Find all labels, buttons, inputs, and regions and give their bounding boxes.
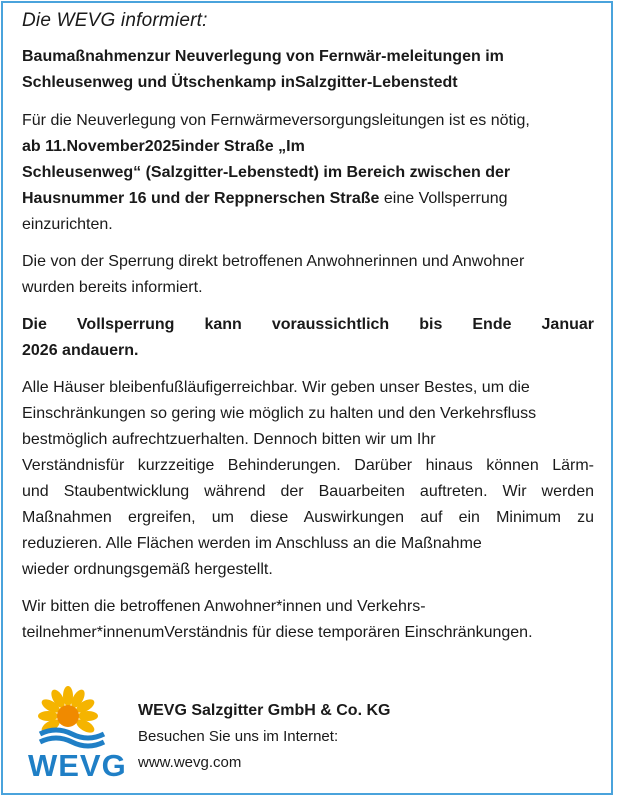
text-line: einzurichten. (22, 216, 113, 233)
text-line: Wir bitten die betroffenen Anwohner*innen und Verkehrs- (22, 598, 426, 615)
headline-line: Schleusenweg und Ütschenkamp inSalzgitter-Lebenstedt (22, 74, 458, 91)
text-line: und Staubentwicklung während der Bauarbeiten auftreten. Wir werden (22, 483, 594, 500)
bold-text: ab 11.November2025inder Straße „Im (22, 138, 305, 155)
company-name: WEVG Salzgitter GmbH & Co. KG (138, 702, 391, 719)
text-line: teilnehmer*innenumVerständnis für diese temporären Einschränkungen. (22, 624, 533, 641)
text-line: reduzieren. Alle Flächen werden im Anschluss an die Maßnahme (22, 535, 482, 552)
logo-wordmark: WEVG (28, 748, 127, 783)
paragraph-details (22, 375, 594, 583)
text-line: Verständnisfür kurzzeitige Behinderungen. Darüber hinaus können Lärm- (22, 457, 594, 474)
bold-text: Schleusenweg“ (Salzgitter-Lebenstedt) im Bereich zwischen der (22, 164, 511, 181)
notice-kicker: Die WEVG informiert: (22, 10, 208, 31)
paragraph-closure-info (22, 108, 594, 238)
text-line: Maßnahmen ergreifen, um diese Auswirkungen auf ein Minimum zu (22, 509, 594, 526)
headline-line: Baumaßnahmenzur Neuverlegung von Fernwär-meleitungen im (22, 48, 504, 65)
visit-text: Besuchen Sie uns im Internet: (138, 728, 339, 745)
text-line: wurden bereits informiert. (22, 279, 203, 296)
notice-headline (22, 44, 594, 96)
text-line: Einschränkungen so gering wie möglich zu halten und den Verkehrsfluss (22, 405, 537, 422)
notice-content (22, 10, 594, 657)
paragraph-duration (22, 312, 594, 364)
text-line: 2026 andauern. (22, 342, 139, 359)
sun-icon (26, 686, 134, 756)
footer (26, 686, 586, 786)
text-line: eine Vollsperrung (379, 190, 508, 207)
website-link[interactable]: www.wevg.com (138, 754, 242, 771)
paragraph-residents-informed (22, 249, 594, 301)
text-line: Alle Häuser bleibenfußläufigerreichbar. Wir geben unser Bestes, um die (22, 379, 530, 396)
text-line: Die Vollsperrung kann voraussichtlich bis Ende Januar (22, 316, 594, 333)
paragraph-thanks (22, 594, 594, 646)
text-line: Für die Neuverlegung von Fernwärmeversorgungsleitungen ist es nötig, (22, 112, 530, 129)
text-line: wieder ordnungsgemäß hergestellt. (22, 561, 273, 578)
text-line: bestmöglich aufrechtzuerhalten. Dennoch bitten wir um Ihr (22, 431, 436, 448)
wevg-logo (26, 686, 134, 788)
text-line: Die von der Sperrung direkt betroffenen Anwohnerinnen und Anwohner (22, 253, 525, 270)
bold-text: Hausnummer 16 und der Reppnerschen Straße (22, 190, 380, 207)
